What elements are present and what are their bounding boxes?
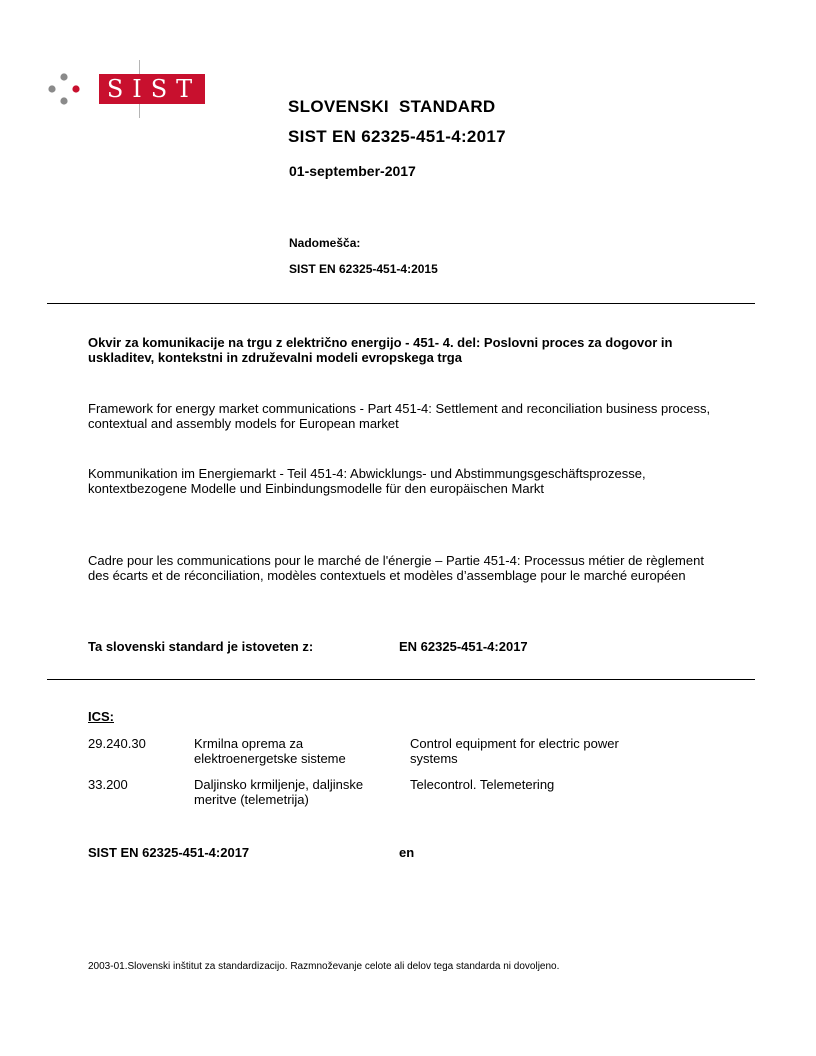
publication-date: 01-september-2017 xyxy=(289,163,416,179)
title-english: Framework for energy market communications - Part 451-4: Settlement and reconciliation business process, contextual and assembly models for European market xyxy=(88,401,711,431)
ics-code: 33.200 xyxy=(88,777,128,792)
standard-number: SIST EN 62325-451-4:2017 xyxy=(288,127,506,146)
ics-description-sl: Daljinsko krmiljenje, daljinske meritve (telemetrija) xyxy=(194,777,364,807)
ics-description-en: Control equipment for electric power systems xyxy=(410,736,619,766)
ics-label: ICS: xyxy=(88,709,114,724)
ics-code: 29.240.30 xyxy=(88,736,146,751)
divider-top xyxy=(47,303,755,304)
title-german: Kommunikation im Energiemarkt - Teil 451-4: Abwicklungs- und Abstimmungsgeschäftsprozesse, kontextbezogene Modelle und Einbindungsmodelle für den europäischen Markt xyxy=(88,466,646,496)
ics-description-en: Telecontrol. Telemetering xyxy=(410,777,555,792)
footer-standard-number: SIST EN 62325-451-4:2017 xyxy=(88,845,250,860)
title-slovenian: Okvir za komunikacije na trgu z električno energijo - 451- 4. del: Poslovni proces za dogovor in uskladitev, kontekstni in združevalni modeli evropskega trga xyxy=(88,335,673,365)
replaces-label: Nadomešča: xyxy=(289,236,361,250)
divider-bottom xyxy=(47,679,755,680)
replaces-value: SIST EN 62325-451-4:2015 xyxy=(289,262,438,276)
ics-description-sl: Krmilna oprema za elektroenergetske sisteme xyxy=(194,736,346,766)
title-french: Cadre pour les communications pour le marché de l'énergie – Partie 451-4: Processus métier de règlement des écarts et de réconciliation, modèles contextuels et modèles d’assemblage pour le marché européen xyxy=(88,553,704,583)
identical-value: EN 62325-451-4:2017 xyxy=(399,639,528,654)
identical-label: Ta slovenski standard je istoveten z: xyxy=(88,639,314,654)
copyright-notice: 2003-01.Slovenski inštitut za standardizacijo. Razmnoževanje celote ali delov tega standarda ni dovoljeno. xyxy=(88,961,560,972)
sist-logo: SIST xyxy=(99,74,205,104)
logo-dots-icon xyxy=(44,66,84,106)
footer-language: en xyxy=(399,845,415,860)
document-type-title: SLOVENSKI STANDARD xyxy=(288,97,496,116)
